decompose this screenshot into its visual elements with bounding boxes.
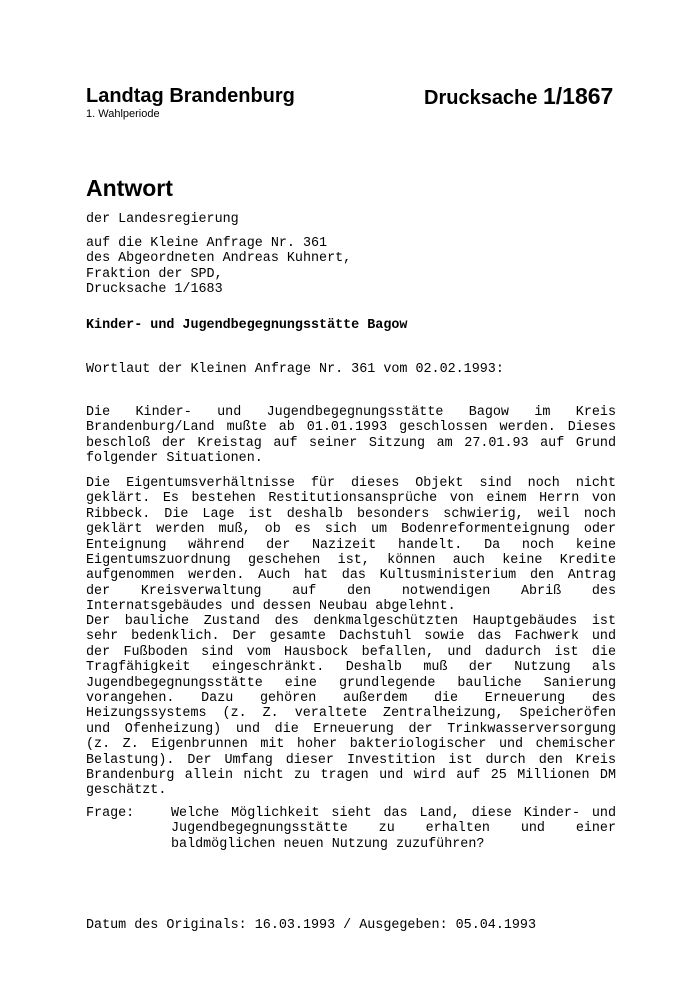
paragraph-line: Die Kinder- und Jugendbegegnungsstätte Bagow im Kreis	[86, 405, 616, 420]
document-number-heading	[424, 84, 613, 110]
paragraph-line: Jugendbegegnungsstätte eine grundlegende bauliche Sanierung	[86, 675, 616, 691]
paragraph-1	[86, 405, 616, 467]
paragraph-line: Heizungssystems (z. Z. veraltete Zentralheizung, Speicheröfen	[86, 706, 616, 722]
paragraph-line: Brandenburg allein nicht zu tragen und wird auf 25 Millionen DM	[86, 768, 616, 784]
paragraph-line: Ribbeck. Die Lage ist deshalb besonders schwierig, weil noch	[86, 506, 616, 522]
intro-text: Wortlaut der Kleinen Anfrage Nr. 361 vom 02.02.1993:	[86, 362, 504, 377]
reference-line: des Abgeordneten Andreas Kuhnert,	[86, 251, 352, 267]
paragraph-line: der Kreisverwaltung auf den notwendigen Abriß des	[86, 583, 616, 599]
answer-from	[86, 212, 616, 227]
document-dates-footer: Datum des Originals: 16.03.1993 / Ausgegeben: 05.04.1993	[86, 918, 536, 933]
question-label: Frage:	[86, 806, 135, 821]
paragraph-line: vorangehen. Dazu gehören außerdem die Erneuerung des	[86, 691, 616, 707]
question-text	[171, 806, 616, 852]
paragraph-line: geklärt werden muß, ob es sich um Bodenreformenteignung oder	[86, 522, 616, 538]
subject-text: Kinder- und Jugendbegegnungsstätte Bagow	[86, 318, 408, 333]
paragraph-3	[86, 614, 616, 799]
paragraph-line: geklärt. Es bestehen Restitutionsansprüche von einem Herrn von	[86, 491, 616, 507]
document-label: Drucksache	[424, 87, 538, 109]
paragraph-line: Enteignung während der Nazizeit handelt. Da noch keine	[86, 537, 616, 553]
question-line: Jugendbegegnungsstätte zu erhalten und einer	[171, 821, 616, 837]
paragraph-line: folgender Situationen.	[86, 451, 263, 467]
parliament-name: Landtag Brandenburg	[86, 85, 295, 107]
question-line: Welche Möglichkeit sieht das Land, diese Kinder- und	[171, 806, 616, 821]
paragraph-line: sehr bedenklich. Der gesamte Dachstuhl sowie das Fachwerk und	[86, 629, 616, 645]
paragraph-line: Internatsgebäudes und dessen Neubau abgelehnt.	[86, 599, 456, 615]
paragraph-line: der Fußboden sind vom Hausbock befallen, und dadurch ist die	[86, 644, 616, 660]
reference-line: Fraktion der SPD,	[86, 266, 223, 282]
question-line: baldmöglichen neuen Nutzung zuzuführen?	[171, 836, 485, 852]
paragraph-line: Der bauliche Zustand des denkmalgeschützten Hauptgebäudes ist	[86, 614, 616, 629]
legislative-period: 1. Wahlperiode	[86, 108, 160, 120]
paragraph-line: Die Eigentumsverhältnisse für dieses Objekt sind noch nicht	[86, 476, 616, 491]
paragraph-line: Belastung). Der Umfang dieser Investition ist durch den Kreis	[86, 752, 616, 768]
subject-title	[86, 318, 616, 333]
paragraph-line: (z. Z. Eigenbrunnen mit hoher bakteriologischer und chemischer	[86, 737, 616, 753]
paragraph-line: geschätzt.	[86, 783, 167, 799]
paragraph-line: und Ofenheizung) und die Erneuerung der Trinkwasserversorgung	[86, 721, 616, 737]
paragraph-line: aufgenommen werden. Auch hat das Kultusministerium den Antrag	[86, 568, 616, 584]
inquiry-intro	[86, 362, 616, 377]
paragraph-line: Brandenburg/Land mußte ab 01.01.1993 geschlossen werden. Dieses	[86, 420, 616, 436]
from-line: der Landesregierung	[86, 212, 239, 227]
reference-line: Drucksache 1/1683	[86, 282, 223, 298]
reference-block	[86, 236, 616, 298]
paragraph-line: beschloß der Kreistag auf seiner Sitzung am 27.01.93 auf Grund	[86, 435, 616, 451]
paragraph-2	[86, 476, 616, 615]
document-number: 1/1867	[542, 83, 614, 109]
document-type-title: Antwort	[86, 175, 173, 201]
reference-line: auf die Kleine Anfrage Nr. 361	[86, 236, 328, 251]
paragraph-line: Tragfähigkeit eingeschränkt. Deshalb muß der Nutzung als	[86, 660, 616, 676]
document-header-left	[86, 84, 295, 121]
paragraph-line: Eigentumszuordnung geschehen ist, können auch keine Kredite	[86, 553, 616, 569]
